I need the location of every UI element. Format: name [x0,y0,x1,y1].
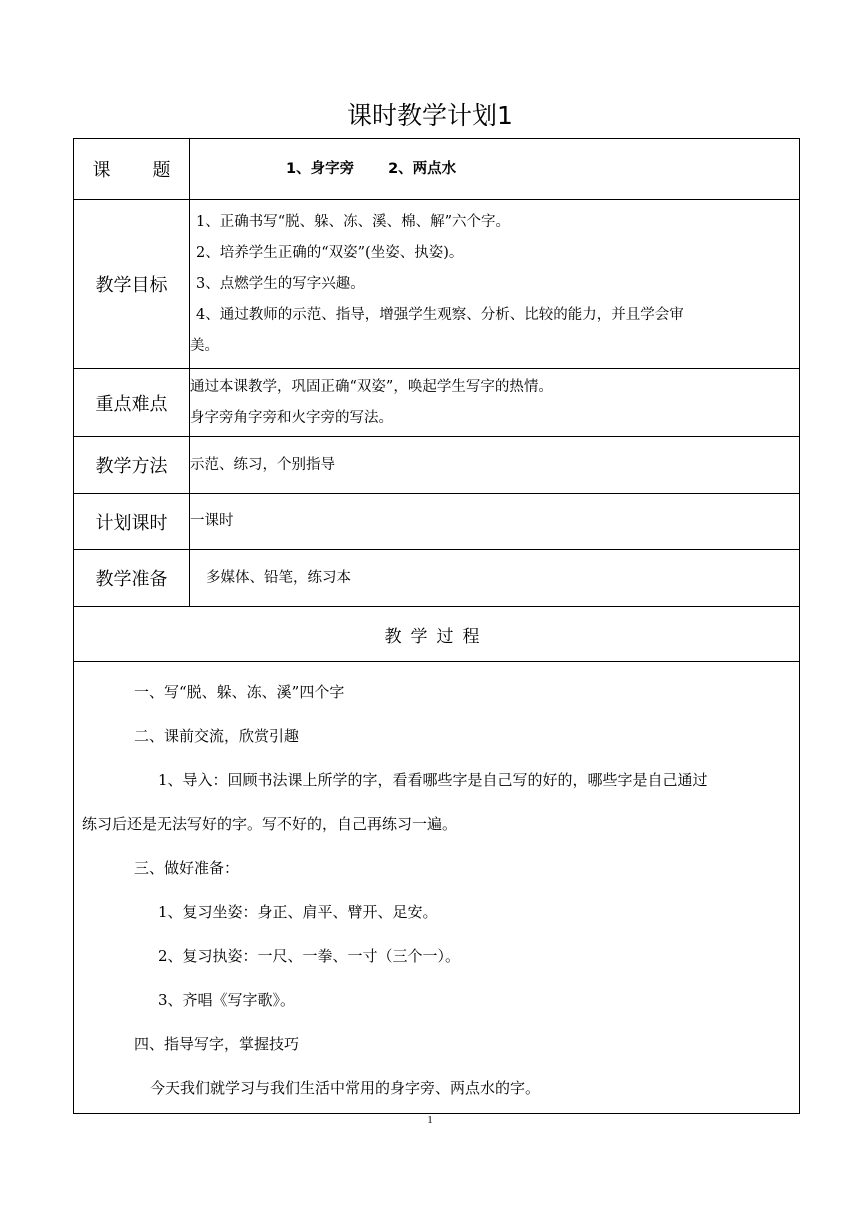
topic-item-2: 2、两点水 [388,160,457,177]
goals-label: 教学目标 [74,200,190,369]
method-row [74,437,800,494]
hours-value: 一课时 [190,494,800,550]
topic-value [190,139,800,200]
key-points-label: 重点难点 [74,369,190,437]
process-row [74,662,800,1114]
goal-line: 1、正确书写“脱、躲、冻、溪、棉、解”六个字。 [196,213,511,230]
process-heading: 教学过程 [74,607,800,662]
process-line: 今天我们就学习与我们生活中常用的身字旁、两点水的字。 [150,1079,541,1097]
key-points-row [74,369,800,437]
process-line: 3、齐唱《写字歌》。 [158,991,296,1009]
process-line: 二、课前交流，欣赏引趣 [134,727,300,745]
prep-value: 多媒体、铅笔，练习本 [190,550,800,607]
hours-row [74,494,800,550]
goal-line: 4、通过教师的示范、指导，增强学生观察、分析、比较的能力，并且学会审 [196,306,684,323]
key-point-line: 身字旁角字旁和火字旁的写法。 [190,409,393,426]
process-line: 1、导入：回顾书法课上所学的字，看看哪些字是自己写的好的，哪些字是自己通过 [158,771,708,789]
prep-row [74,550,800,607]
topic-item-1: 1、身字旁 [286,160,355,177]
method-value: 示范、练习，个别指导 [190,437,800,494]
hours-label: 计划课时 [74,494,190,550]
process-line: 1、复习坐姿：身正、肩平、臂开、足安。 [158,903,438,921]
goals-content [190,200,800,369]
topic-row [74,139,800,200]
method-label: 教学方法 [74,437,190,494]
goals-row [74,200,800,369]
page-title: 课时教学计划1 [347,101,513,130]
goal-line: 美。 [190,337,219,354]
page-number: 1 [427,1114,433,1126]
key-points-content [190,369,800,437]
process-line: 2、复习执姿：一尺、一拳、一寸（三个一）。 [158,947,461,965]
topic-label-right: 题 [152,160,171,181]
key-point-line: 通过本课教学，巩固正确“双姿”，唤起学生写字的热情。 [190,378,553,395]
process-line: 一、写“脱、躲、冻、溪”四个字 [134,683,345,701]
lesson-plan-table [73,138,800,1114]
goal-line: 2、培养学生正确的“双姿”(坐姿、执姿)。 [196,244,464,261]
topic-label [74,139,190,200]
process-heading-row [74,607,800,662]
topic-label-left: 课 [92,160,111,181]
process-line: 三、做好准备： [134,859,240,877]
process-line: 四、指导写字，掌握技巧 [134,1035,300,1053]
process-line: 练习后还是无法写好的字。写不好的，自己再练习一遍。 [82,815,458,833]
process-content [74,662,800,1114]
goal-line: 3、点燃学生的写字兴趣。 [196,275,365,292]
prep-label: 教学准备 [74,550,190,607]
